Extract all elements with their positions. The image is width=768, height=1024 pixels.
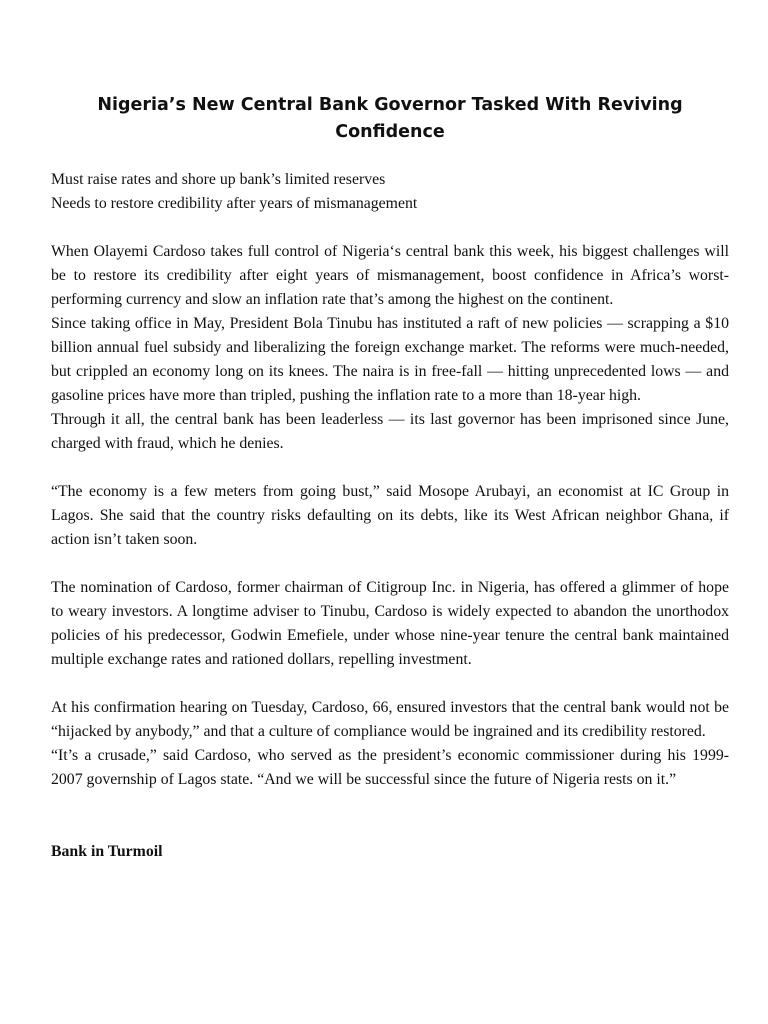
spacer <box>51 672 729 696</box>
spacer <box>51 456 729 480</box>
paragraph-5: The nomination of Cardoso, former chairman of Citigroup Inc. in Nigeria, has offered a glimmer of hope to weary investors. A longtime adviser to Tinubu, Cardoso is widely expected to abandon the unorthodox policies of his predecessor, Godwin Emefiele, under whose nine-year tenure the central bank maintained multiple exchange rates and rationed dollars, repelling investment. <box>51 579 729 668</box>
paragraph-1: When Olayemi Cardoso takes full control of Nigeria‘s central bank this week, his biggest challenges will be to restore its credibility after eight years of mismanagement, boost confidence in Africa’s worst-performing currency and slow an inflation rate that’s among the highest on the continent. <box>51 243 729 308</box>
section-subheading: Bank in Turmoil <box>51 843 163 860</box>
paragraph-4: “The economy is a few meters from going bust,” said Mosope Arubayi, an economist at IC Group in Lagos. She said that the country risks defaulting on its debts, like its West African neighbor Ghana, if action isn’t taken soon. <box>51 483 729 548</box>
article-body <box>51 168 729 864</box>
document-page <box>51 92 729 864</box>
paragraph-7: “It’s a crusade,” said Cardoso, who served as the president’s economic commissioner during his 1999-2007 governship of Lagos state. “And we will be successful since the future of Nigeria rests on it.” <box>51 747 729 788</box>
bullet-2: Needs to restore credibility after years of mismanagement <box>51 195 418 212</box>
paragraph-2: Since taking office in May, President Bola Tinubu has instituted a raft of new policies — scrapping a $10 billion annual fuel subsidy and liberalizing the foreign exchange market. The reforms were much-needed, but crippled an economy long on its knees. The naira is in free-fall — hitting unprecedented lows — and gasoline prices have more than tripled, pushing the inflation rate to a more than 18-year high. <box>51 315 729 404</box>
paragraph-3: Through it all, the central bank has been leaderless — its last governor has been imprisoned since June, charged with fraud, which he denies. <box>51 411 729 452</box>
article-title: Nigeria’s New Central Bank Governor Tasked With Reviving Confidence <box>97 95 683 142</box>
bullet-1: Must raise rates and shore up bank’s limited reserves <box>51 171 386 188</box>
spacer <box>51 552 729 576</box>
spacer <box>51 216 729 240</box>
paragraph-6: At his confirmation hearing on Tuesday, Cardoso, 66, ensured investors that the central bank would not be “hijacked by anybody,” and that a culture of compliance would be ingrained and its credibility restored. <box>51 699 729 740</box>
